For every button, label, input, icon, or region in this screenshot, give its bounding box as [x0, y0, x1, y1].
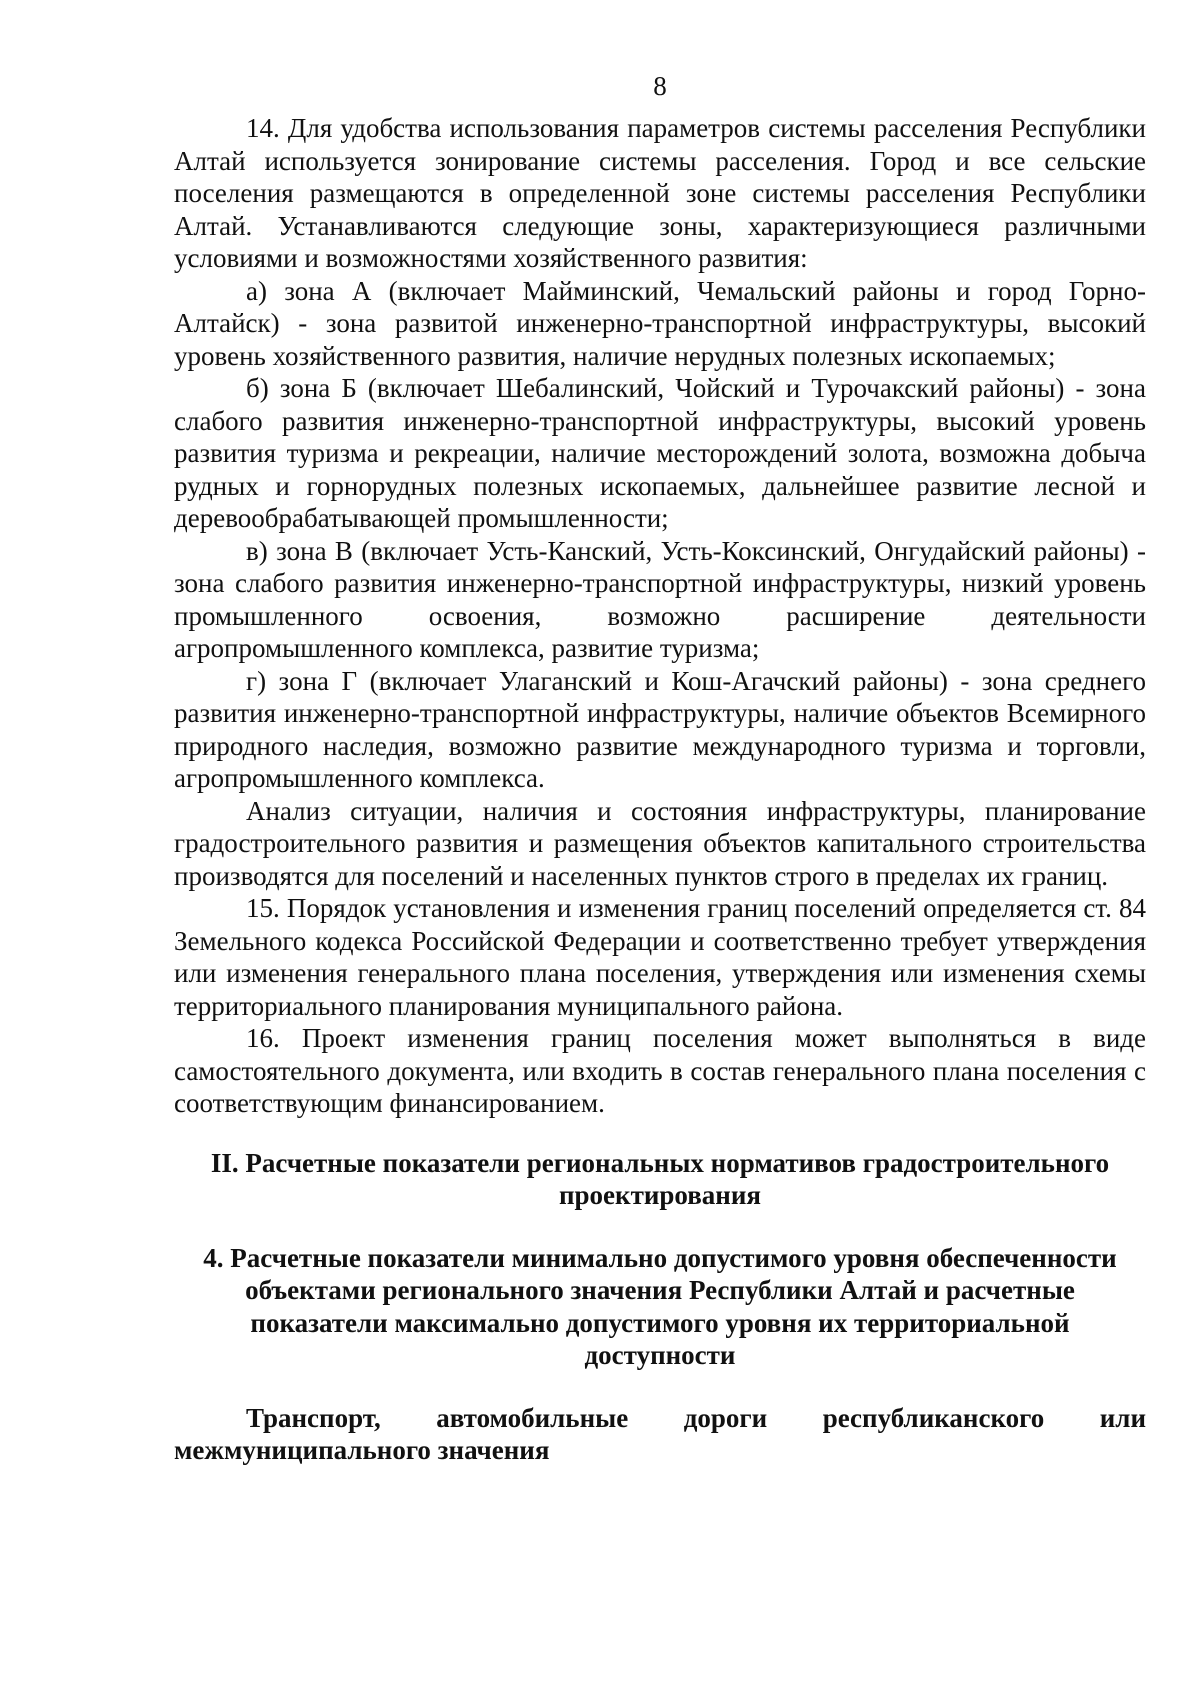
- topic-heading-line-1: Транспорт, автомобильные дороги республиканского или: [246, 1402, 1146, 1433]
- section-heading: II. Расчетные показатели региональных нормативов градостроительного проектирования: [210, 1147, 1110, 1210]
- paragraph-14: 14. Для удобства использования параметров системы расселения Республики Алтай используется зонирование системы расселения. Город и все сельские поселения размещаются в определенной зоне системы расселения Республики Алтай. Устанавливаются следующие зоны, характеризующиеся различными условиями и возможностями хозяйственного развития:: [174, 113, 1146, 273]
- paragraph-zone-g: г) зона Г (включает Улаганский и Кош-Агачский районы) - зона среднего развития инженерно-транспортной инфраструктуры, наличие объектов Всемирного природного наследия, возможно развитие международного туризма и торговли, агропромышленного комплекса.: [174, 665, 1146, 793]
- paragraph-15: 15. Порядок установления и изменения границ поселений определяется ст. 84 Земельного кодекса Российской Федерации и соответственно требует утверждения или изменения генерального плана поселения, утверждения или изменения схемы территориального планирования муниципального района.: [174, 893, 1146, 1021]
- subsection-heading: 4. Расчетные показатели минимально допустимого уровня обеспеченности объектами регионального значения Республики Алтай и расчетные показатели максимально допустимого уровня их территориальной доступности: [203, 1242, 1117, 1370]
- page-number: 8: [653, 71, 667, 101]
- paragraph-zone-a: а) зона А (включает Майминский, Чемальский районы и город Горно-Алтайск) - зона развитой инженерно-транспортной инфраструктуры, высокий уровень хозяйственного развития, наличие нерудных полезных ископаемых;: [174, 275, 1146, 371]
- paragraph-analysis: Анализ ситуации, наличия и состояния инфраструктуры, планирование градостроительного развития и размещения объектов капитального строительства производятся для поселений и населенных пунктов строго в пределах их границ.: [174, 795, 1146, 891]
- paragraph-zone-b: б) зона Б (включает Шебалинский, Чойский и Турочакский районы) - зона слабого развития инженерно-транспортной инфраструктуры, высокий уровень развития туризма и рекреации, наличие месторождений золота, возможна добыча рудных и горнорудных полезных ископаемых, дальнейшее развитие лесной и деревообрабатывающей промышленности;: [174, 373, 1146, 533]
- topic-heading: [174, 1402, 1146, 1467]
- paragraph-16: 16. Проект изменения границ поселения может выполняться в виде самостоятельного документа, или входить в состав генерального плана поселения с соответствующим финансированием.: [174, 1023, 1146, 1118]
- document-page: [174, 66, 1146, 1467]
- paragraph-zone-v: в) зона В (включает Усть-Канский, Усть-Коксинский, Онгудайский районы) - зона слабого развития инженерно-транспортной инфраструктуры, низкий уровень промышленного освоения, возможно расширение деятельности агропромышленного комплекса, развитие туризма;: [174, 535, 1146, 663]
- topic-heading-line-2: межмуниципального значения: [174, 1435, 550, 1465]
